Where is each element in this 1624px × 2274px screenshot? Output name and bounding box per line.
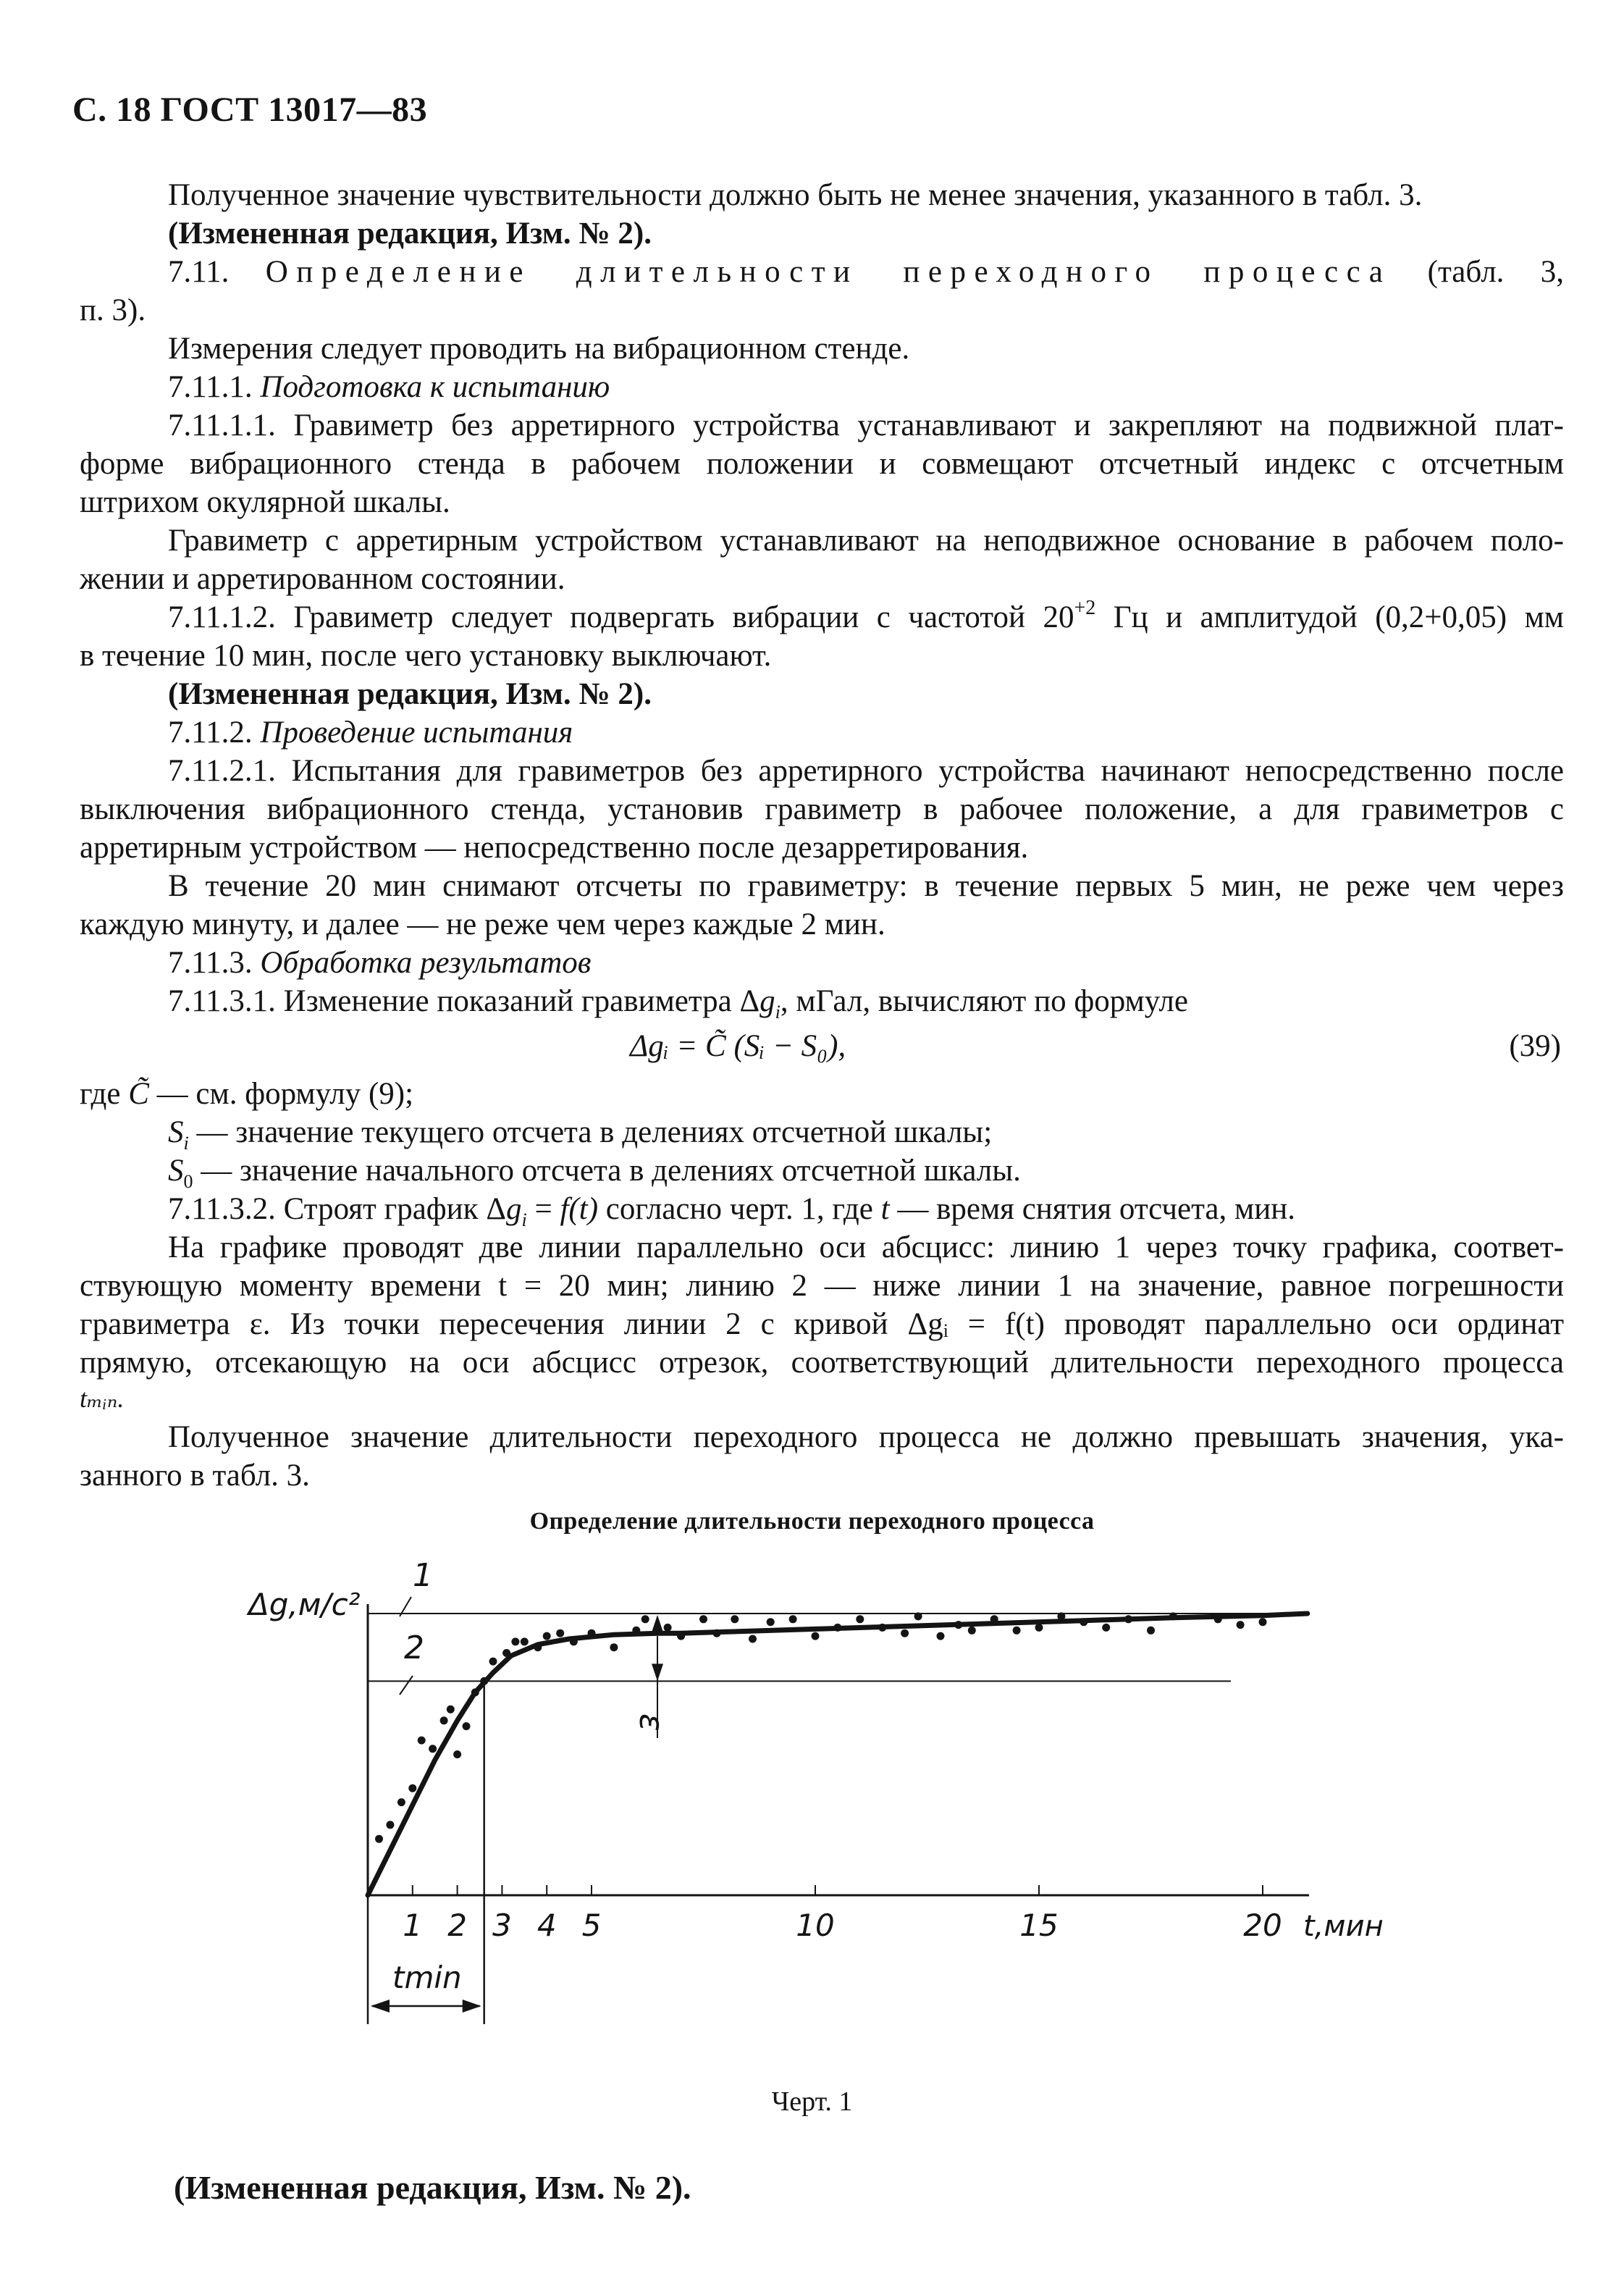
text-line: форме вибрационного стенда в рабочем положении и совмещают отсчетный индекс с отсчетным xyxy=(80,447,1564,481)
math-symbol: g xyxy=(760,984,775,1018)
data-point xyxy=(856,1615,864,1623)
subsection-title: Проведение испытания xyxy=(260,716,573,750)
chart-title: Определение длительности переходного процесса xyxy=(529,1508,1095,1535)
epsilon-label: ε xyxy=(632,1713,671,1732)
data-point xyxy=(408,1784,416,1792)
text-line: 7.11.1.1. Гравиметр без арретирного устройства устанавливают и закрепляют на подвижной плат- xyxy=(168,408,1564,442)
epsilon-arrowhead-top xyxy=(652,1615,663,1632)
text-line: Полученное значение чувствительности должно быть не менее значения, указанного в табл. 3. xyxy=(168,178,1423,212)
data-point xyxy=(833,1624,841,1632)
text-line: Измерения следует проводить на вибрационном стенде. xyxy=(168,332,910,366)
data-point xyxy=(447,1705,455,1713)
amendment-note: (Измененная редакция, Изм. № 2). xyxy=(168,677,652,711)
amendment-note: (Измененная редакция, Изм. № 2). xyxy=(174,2169,691,2206)
data-point xyxy=(429,1745,437,1753)
text-fragment: — время снятия отсчета, мин. xyxy=(889,1192,1295,1226)
chart-caption: Черт. 1 xyxy=(771,2086,853,2117)
math-symbol: g xyxy=(505,1192,522,1226)
text-line: жении и арретированном состоянии. xyxy=(80,562,565,596)
data-point xyxy=(397,1798,405,1806)
data-point xyxy=(570,1637,578,1645)
formula-number: (39) xyxy=(1509,1029,1561,1063)
data-point xyxy=(968,1627,976,1635)
line-2-label: 2 xyxy=(404,1629,424,1666)
epsilon-arrowhead-bottom xyxy=(652,1663,663,1681)
data-point xyxy=(1035,1624,1043,1632)
text-fragment: 7.11.1.2. Гравиметр следует подвергать вибрации с частотой 20 xyxy=(168,600,1074,634)
text-line: ствующую моменту времени t = 20 мин; линию 2 — ниже линии 1 на значение, равное погрешности xyxy=(80,1269,1564,1303)
math-symbol: C̃ xyxy=(128,1077,149,1111)
data-point xyxy=(789,1615,797,1623)
page-header: С. 18 ГОСТ 13017—83 xyxy=(72,91,428,129)
data-point xyxy=(440,1716,448,1724)
data-point xyxy=(767,1618,775,1626)
text-fragment: согласно черт. 1, где xyxy=(598,1192,881,1226)
text-line: арретирным устройством — непосредственно после дезарретирования. xyxy=(80,831,1029,865)
data-point xyxy=(556,1629,564,1637)
text-fragment: = xyxy=(526,1192,560,1226)
x-tick-label: 1 xyxy=(403,1908,423,1943)
data-point xyxy=(1259,1618,1267,1626)
data-point xyxy=(937,1632,945,1640)
data-point xyxy=(914,1612,922,1620)
data-point xyxy=(641,1615,649,1623)
x-tick-label: 5 xyxy=(581,1908,602,1943)
formula: Δgᵢ = C̃ (Sᵢ − S₀), xyxy=(630,1029,846,1063)
subsection-number: 7.11.1. xyxy=(168,370,253,404)
data-point xyxy=(901,1629,909,1637)
text-fragment: 7.11.3.1. Изменение показаний гравиметра Δ xyxy=(168,984,760,1018)
amendment-note: (Измененная редакция, Изм. № 2). xyxy=(168,217,652,251)
data-point xyxy=(375,1835,383,1843)
text-line: Полученное значение длительности переходного процесса не должно превышать значения, ука- xyxy=(168,1420,1564,1454)
x-axis-label: t,мин xyxy=(1303,1910,1384,1943)
data-point xyxy=(731,1615,739,1623)
x-tick-label: 2 xyxy=(447,1908,467,1943)
text-line: В течение 20 мин снимают отсчеты по гравиметру: в течение первых 5 мин, не реже чем через xyxy=(168,869,1564,903)
text-line: tₘᵢₙ. xyxy=(80,1384,125,1413)
data-point xyxy=(1214,1615,1222,1623)
data-point xyxy=(1080,1618,1087,1626)
data-point xyxy=(521,1637,529,1645)
text-line: гравиметра ε. Из точки пересечения линии 2 с кривой Δgᵢ = f(t) проводят параллельно оси ординат xyxy=(80,1307,1564,1341)
text-line: в течение 10 мин, после чего установку выключают. xyxy=(80,639,772,673)
data-point xyxy=(1102,1624,1110,1632)
math-symbol: S xyxy=(168,1154,184,1188)
data-point xyxy=(588,1629,596,1637)
subsection-number: 7.11.3. xyxy=(168,946,253,980)
text-line: п. 3). xyxy=(80,293,146,327)
text-fragment: — см. формулу (9); xyxy=(156,1077,414,1111)
text-fragment: — значение начального отсчета в делениях отсчетной шкалы. xyxy=(201,1154,1021,1188)
text-line: прямую, отсекающую на оси абсцисс отрезок, соответствующий длительности переходного процесса xyxy=(80,1346,1564,1380)
subscript: i xyxy=(775,1002,781,1023)
text-fragment: где xyxy=(80,1077,121,1111)
subsection-title: Подготовка к испытанию xyxy=(260,370,610,404)
line-1-label: 1 xyxy=(413,1557,433,1594)
data-point xyxy=(543,1632,551,1640)
x-tick-label: 20 xyxy=(1243,1908,1282,1943)
text-fragment: , мГал, вычисляют по формуле xyxy=(780,984,1188,1018)
math-symbol: S xyxy=(168,1115,184,1149)
superscript: +2 xyxy=(1074,597,1096,619)
section-ref: (табл. 3, xyxy=(1427,255,1564,289)
tmin-arrowhead-left xyxy=(371,2000,390,2013)
data-point xyxy=(699,1615,707,1623)
data-point xyxy=(713,1629,721,1637)
data-point xyxy=(511,1637,519,1645)
data-point xyxy=(878,1624,886,1632)
subsection-title: Обработка результатов xyxy=(260,946,592,980)
data-point xyxy=(1057,1612,1065,1620)
text-line: каждую минуту, и далее — не реже чем через каждые 2 мин. xyxy=(80,907,885,941)
data-point xyxy=(502,1649,510,1657)
text-line: 7.11.2.1. Испытания для гравиметров без арретирного устройства начинают непосредственно после xyxy=(168,754,1564,788)
data-point xyxy=(463,1722,471,1730)
text-line: занного в табл. 3. xyxy=(80,1459,310,1493)
data-point xyxy=(610,1643,618,1651)
data-point xyxy=(677,1632,685,1640)
data-point xyxy=(812,1632,820,1640)
text-line: Гравиметр с арретирным устройством устанавливают на неподвижное основание в рабочем поло- xyxy=(168,524,1564,558)
subscript: 0 xyxy=(183,1171,193,1192)
text-line: На графике проводят две линии параллельно оси абсцисс: линию 1 через точку графика, соответ- xyxy=(168,1230,1564,1264)
y-axis-label: Δg,м/с² xyxy=(248,1587,361,1622)
data-point xyxy=(954,1621,962,1629)
data-point xyxy=(990,1615,998,1623)
subscript: i xyxy=(183,1133,189,1154)
math-symbol: f(t) xyxy=(560,1192,599,1226)
tmin-arrowhead-right xyxy=(463,2000,481,2013)
text-fragment: Гц и амплитудой (0,2+0,05) мм xyxy=(1095,600,1564,634)
subsection-number: 7.11.2. xyxy=(168,716,253,750)
data-point xyxy=(1124,1615,1132,1623)
data-point xyxy=(453,1750,461,1758)
data-point xyxy=(480,1677,488,1685)
tmin-label: tmin xyxy=(392,1960,462,1995)
data-point xyxy=(664,1624,672,1632)
x-tick-label: 3 xyxy=(492,1908,512,1943)
data-point xyxy=(1169,1612,1177,1620)
x-tick-label: 10 xyxy=(796,1908,835,1943)
subscript: i xyxy=(521,1209,527,1230)
section-number: 7.11. xyxy=(168,255,230,289)
x-tick-label: 15 xyxy=(1019,1908,1059,1943)
text-line: штрихом окулярной шкалы. xyxy=(80,485,450,519)
data-point xyxy=(418,1737,426,1745)
section-title: Определение длительности переходного процесса xyxy=(265,255,1392,289)
data-point xyxy=(471,1688,479,1696)
data-point xyxy=(534,1643,542,1651)
label-2-leader xyxy=(400,1676,413,1695)
data-point xyxy=(749,1635,757,1643)
text-line: выключения вибрационного стенда, установив гравиметр в рабочее положение, а для гравиметров с xyxy=(80,792,1564,826)
text-fragment: 7.11.3.2. Строят график Δ xyxy=(168,1192,506,1226)
data-point xyxy=(1013,1627,1021,1635)
data-point xyxy=(632,1627,640,1635)
data-point xyxy=(489,1658,497,1666)
data-point xyxy=(386,1821,394,1829)
text-fragment: — значение текущего отсчета в делениях отсчетной шкалы; xyxy=(196,1115,993,1149)
x-tick-label: 4 xyxy=(537,1908,557,1943)
math-symbol: t xyxy=(880,1192,890,1226)
data-point xyxy=(1237,1621,1245,1629)
data-point xyxy=(1147,1627,1155,1635)
